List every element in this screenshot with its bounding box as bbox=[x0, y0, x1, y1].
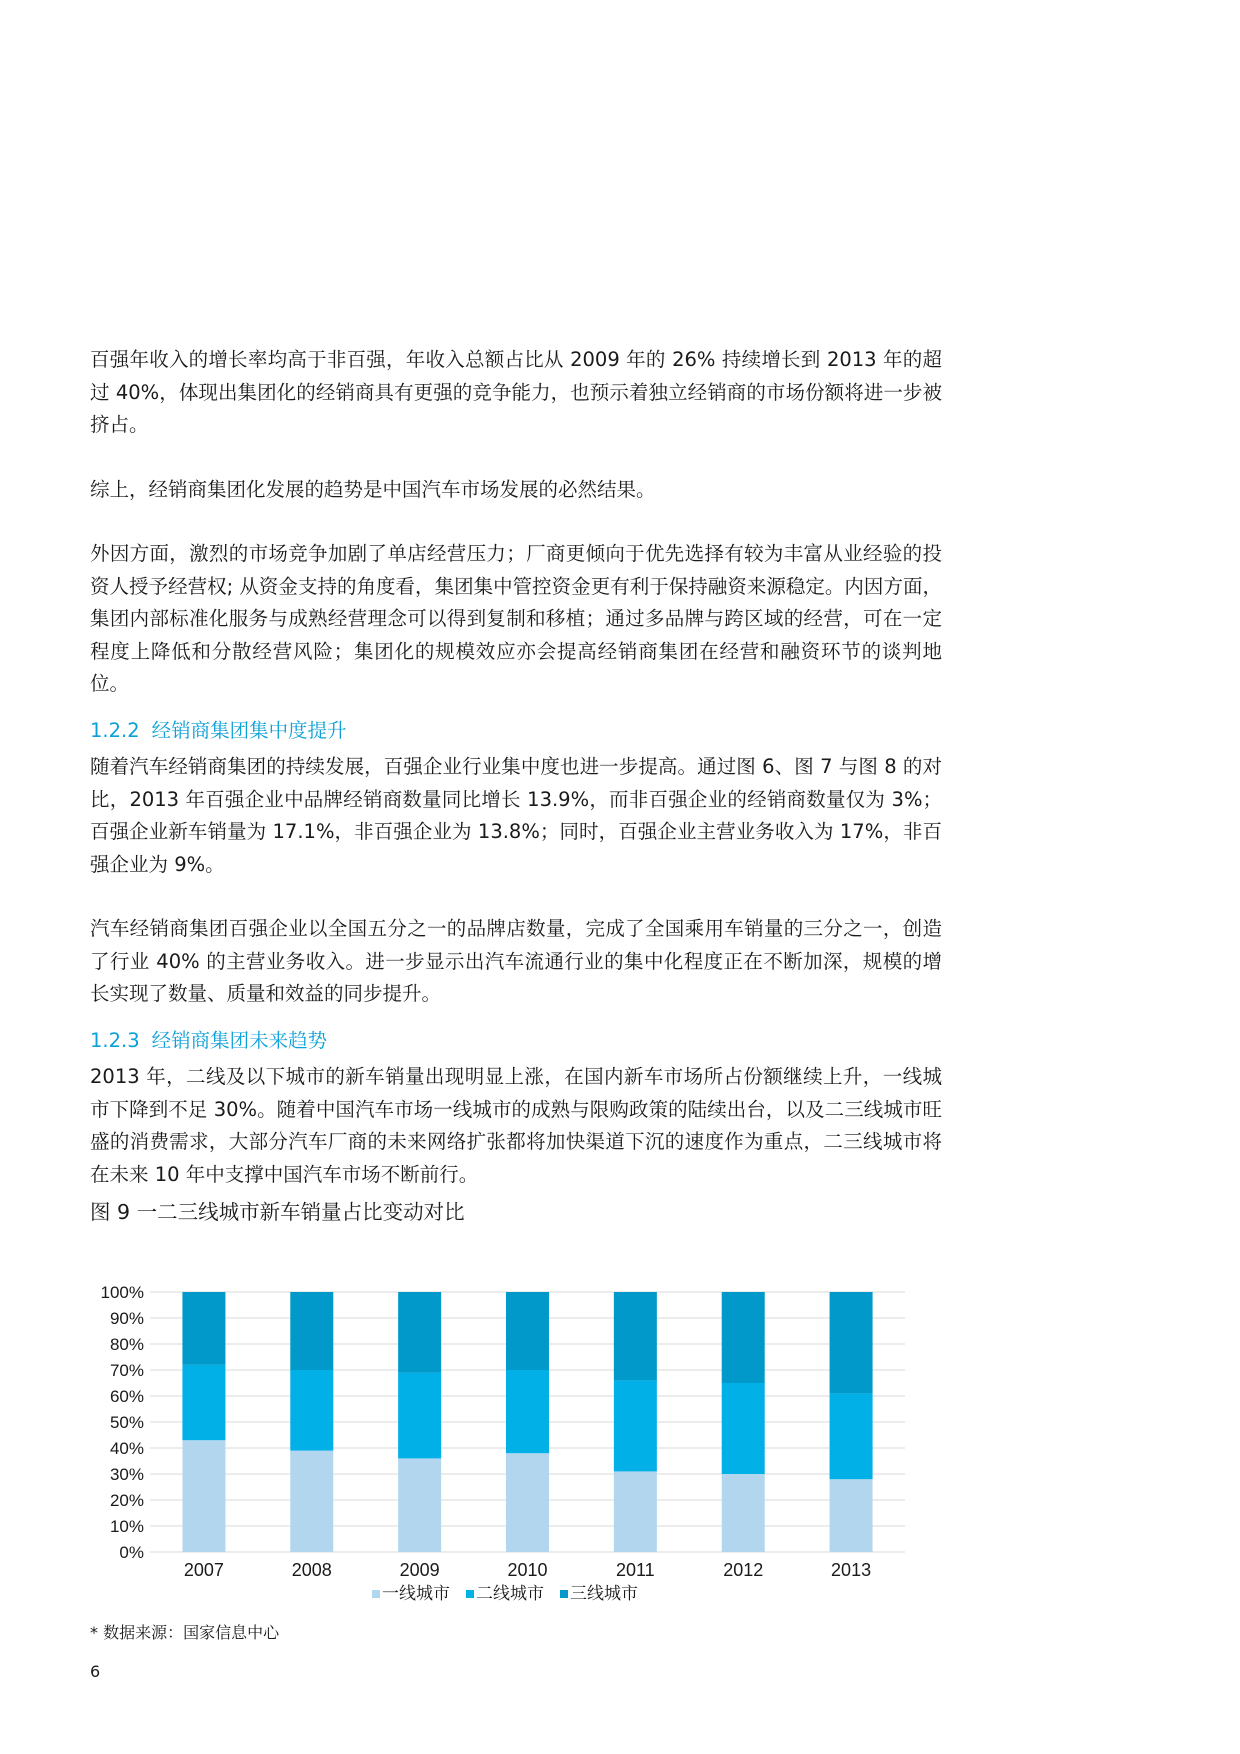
y-tick-label: 40% bbox=[109, 1439, 144, 1458]
y-tick-label: 90% bbox=[109, 1309, 144, 1328]
bar-segment-2009-3 bbox=[398, 1292, 441, 1373]
y-tick-label: 100% bbox=[100, 1284, 144, 1302]
bar-segment-2013-3 bbox=[830, 1292, 873, 1393]
bar-segment-2012-3 bbox=[722, 1292, 765, 1383]
bar-segment-2009-2 bbox=[398, 1373, 441, 1459]
x-tick-label: 2011 bbox=[615, 1560, 655, 1580]
x-axis bbox=[184, 1560, 871, 1580]
source-note: * 数据来源：国家信息中心 bbox=[90, 1623, 280, 1642]
bar-segment-2012-2 bbox=[722, 1383, 765, 1474]
bar-segment-2007-1 bbox=[182, 1440, 225, 1552]
section-number: 1.2.3 bbox=[90, 1028, 140, 1052]
figure-title: 图 9 一二三线城市新车销量占比变动对比 bbox=[90, 1200, 465, 1224]
y-tick-label: 30% bbox=[109, 1465, 144, 1484]
bar-segment-2007-2 bbox=[182, 1365, 225, 1440]
x-tick-label: 2009 bbox=[399, 1560, 440, 1580]
y-tick-label: 60% bbox=[109, 1387, 144, 1406]
bar-segment-2010-3 bbox=[506, 1292, 549, 1370]
page-content bbox=[90, 344, 942, 1227]
chart-legend bbox=[372, 1584, 638, 1604]
section-heading-1-2-2 bbox=[90, 715, 942, 748]
section-title: 经销商集团集中度提升 bbox=[151, 718, 347, 742]
section-title: 经销商集团未来趋势 bbox=[151, 1028, 328, 1052]
paragraph-summary: 综上，经销商集团化发展的趋势是中国汽车市场发展的必然结果。 bbox=[90, 477, 656, 501]
y-tick-label: 0% bbox=[119, 1543, 144, 1562]
bar-segment-2008-3 bbox=[290, 1292, 333, 1370]
legend-swatch bbox=[372, 1590, 380, 1598]
y-axis bbox=[101, 1284, 144, 1562]
legend-swatch bbox=[560, 1590, 568, 1598]
bar-segment-2010-1 bbox=[506, 1453, 549, 1552]
bar-segment-2013-1 bbox=[830, 1479, 873, 1552]
bar-segment-2010-2 bbox=[506, 1370, 549, 1453]
y-tick-label: 70% bbox=[109, 1361, 144, 1380]
y-tick-label: 20% bbox=[109, 1491, 144, 1510]
x-tick-label: 2013 bbox=[831, 1560, 872, 1580]
paragraph-factors: 外因方面，激烈的市场竞争加剧了单店经营压力；厂商更倾向于优先选择有较为丰富从业经验的投资人授予经营权; 从资金支持的角度看，集团集中管控资金更有利于保持融资来源稳定。内因方面，集团内部标准化服务与成熟经营理念可以得到复制和移植；通过多品牌与跨区域的经营，可在一定程度上降低和分散经营风险；集团化的规模效应亦会提高经销商集团在经营和融资环节的谈判地位。 bbox=[90, 542, 942, 695]
legend-swatch bbox=[466, 1590, 474, 1598]
y-tick-label: 50% bbox=[109, 1413, 144, 1432]
y-tick-label: 80% bbox=[109, 1335, 144, 1354]
bar-segment-2012-1 bbox=[722, 1474, 765, 1552]
bar-segment-2007-3 bbox=[182, 1292, 225, 1365]
x-tick-label: 2008 bbox=[291, 1560, 332, 1580]
paragraph-growth: 百强年收入的增长率均高于非百强，年收入总额占比从 2009 年的 26% 持续增长到 2013 年的超过 40%，体现出集团化的经销商具有更强的竞争能力，也预示着独立经销商的市场份额将进一步被挤占。 bbox=[90, 348, 942, 436]
y-tick-label: 10% bbox=[109, 1517, 144, 1536]
legend-label: 三线城市 bbox=[570, 1584, 638, 1604]
x-tick-label: 2007 bbox=[183, 1560, 224, 1580]
legend-label: 二线城市 bbox=[476, 1584, 544, 1604]
bar-segment-2011-1 bbox=[614, 1471, 657, 1552]
paragraph-trend: 2013 年，二线及以下城市的新车销量出现明显上涨，在国内新车市场所占份额继续上升，一线城市下降到不足 30%。随着中国汽车市场一线城市的成熟与限购政策的陆续出台，以及二三线城市旺盛的消费需求，大部分汽车厂商的未来网络扩张都将加快渠道下沉的速度作为重点，二三线城市将在未来 10 年中支撑中国汽车市场不断前行。 bbox=[90, 1065, 942, 1186]
x-tick-label: 2010 bbox=[507, 1560, 548, 1580]
section-number: 1.2.2 bbox=[90, 718, 140, 742]
legend-label: 一线城市 bbox=[382, 1584, 450, 1604]
paragraph-top100: 汽车经销商集团百强企业以全国五分之一的品牌店数量，完成了全国乘用车销量的三分之一，创造了行业 40% 的主营业务收入。进一步显示出汽车流通行业的集中化程度正在不断加深，规模的增长实现了数量、质量和效益的同步提升。 bbox=[90, 917, 942, 1005]
paragraph-concentration: 随着汽车经销商集团的持续发展，百强企业行业集中度也进一步提高。通过图 6、图 7 与图 8 的对比，2013 年百强企业中品牌经销商数量同比增长 13.9%，而非百强企业的经销商数量仅为 3%；百强企业新车销量为 17.1%，非百强企业为 13.8%；同时，百强企业主营业务收入为 17%，非百强企业为 9%。 bbox=[90, 755, 942, 876]
section-heading-1-2-3 bbox=[90, 1025, 942, 1058]
bar-segment-2013-2 bbox=[830, 1393, 873, 1479]
stacked-bar-chart bbox=[80, 1284, 920, 1614]
bar-segment-2008-1 bbox=[290, 1451, 333, 1552]
bar-segment-2011-2 bbox=[614, 1380, 657, 1471]
bar-segment-2009-1 bbox=[398, 1458, 441, 1552]
bar-segment-2008-2 bbox=[290, 1370, 333, 1451]
bar-segment-2011-3 bbox=[614, 1292, 657, 1380]
x-tick-label: 2012 bbox=[723, 1560, 764, 1580]
page-number: 6 bbox=[90, 1662, 101, 1681]
